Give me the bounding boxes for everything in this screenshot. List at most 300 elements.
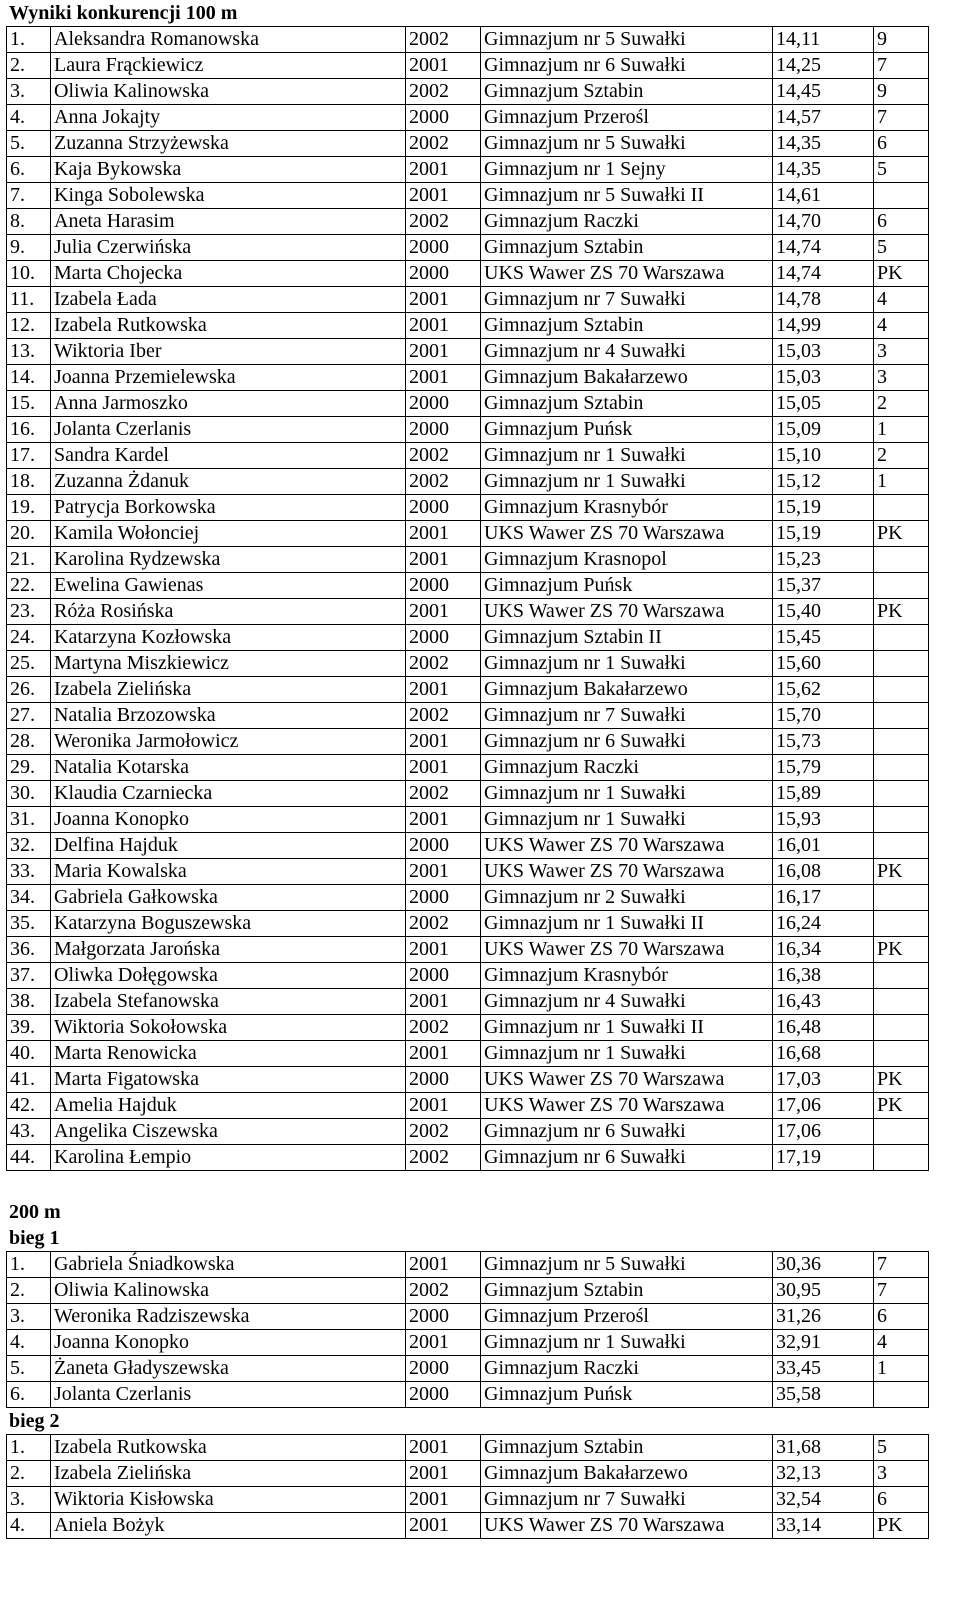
place-cell: 20. (7, 521, 51, 547)
table-row (7, 1356, 929, 1382)
birth-year-cell: 2000 (406, 625, 481, 651)
table-row (7, 1435, 929, 1461)
place-cell: 18. (7, 469, 51, 495)
place-cell: 40. (7, 1041, 51, 1067)
time-cell: 16,68 (773, 1041, 874, 1067)
place-cell: 29. (7, 755, 51, 781)
place-cell: 35. (7, 911, 51, 937)
time-cell: 15,03 (773, 339, 874, 365)
results-table (6, 1434, 929, 1539)
place-cell: 23. (7, 599, 51, 625)
school-cell: Gimnazjum Sztabin (481, 313, 773, 339)
place-cell: 22. (7, 573, 51, 599)
place-cell: 32. (7, 833, 51, 859)
athlete-name-cell: Katarzyna Kozłowska (51, 625, 406, 651)
points-cell: PK (874, 1067, 929, 1093)
points-cell (874, 833, 929, 859)
place-cell: 5. (7, 1356, 51, 1382)
time-cell: 16,01 (773, 833, 874, 859)
athlete-name-cell: Karolina Łempio (51, 1145, 406, 1171)
school-cell: Gimnazjum nr 6 Suwałki (481, 729, 773, 755)
time-cell: 30,95 (773, 1278, 874, 1304)
athlete-name-cell: Małgorzata Jarońska (51, 937, 406, 963)
school-cell: Gimnazjum nr 6 Suwałki (481, 53, 773, 79)
time-cell: 14,78 (773, 287, 874, 313)
table-row (7, 833, 929, 859)
school-cell: UKS Wawer ZS 70 Warszawa (481, 833, 773, 859)
time-cell: 15,45 (773, 625, 874, 651)
table-row (7, 625, 929, 651)
place-cell: 4. (7, 1513, 51, 1539)
table-row (7, 963, 929, 989)
birth-year-cell: 2002 (406, 27, 481, 53)
school-cell: Gimnazjum nr 4 Suwałki (481, 989, 773, 1015)
time-cell: 30,36 (773, 1252, 874, 1278)
place-cell: 41. (7, 1067, 51, 1093)
place-cell: 3. (7, 79, 51, 105)
athlete-name-cell: Izabela Rutkowska (51, 313, 406, 339)
place-cell: 33. (7, 859, 51, 885)
table-row (7, 183, 929, 209)
place-cell: 4. (7, 105, 51, 131)
athlete-name-cell: Jolanta Czerlanis (51, 417, 406, 443)
table-row (7, 1252, 929, 1278)
time-cell: 15,23 (773, 547, 874, 573)
time-cell: 14,74 (773, 261, 874, 287)
time-cell: 33,14 (773, 1513, 874, 1539)
time-cell: 35,58 (773, 1382, 874, 1408)
time-cell: 32,91 (773, 1330, 874, 1356)
time-cell: 15,12 (773, 469, 874, 495)
place-cell: 44. (7, 1145, 51, 1171)
table-row (7, 1093, 929, 1119)
place-cell: 7. (7, 183, 51, 209)
athlete-name-cell: Żaneta Gładyszewska (51, 1356, 406, 1382)
birth-year-cell: 2000 (406, 1356, 481, 1382)
points-cell: 2 (874, 391, 929, 417)
school-cell: Gimnazjum nr 1 Suwałki (481, 807, 773, 833)
place-cell: 11. (7, 287, 51, 313)
birth-year-cell: 2001 (406, 989, 481, 1015)
time-cell: 15,19 (773, 521, 874, 547)
points-cell (874, 703, 929, 729)
time-cell: 31,68 (773, 1435, 874, 1461)
place-cell: 1. (7, 1252, 51, 1278)
table-row (7, 417, 929, 443)
school-cell: UKS Wawer ZS 70 Warszawa (481, 859, 773, 885)
place-cell: 39. (7, 1015, 51, 1041)
birth-year-cell: 2002 (406, 79, 481, 105)
athlete-name-cell: Karolina Rydzewska (51, 547, 406, 573)
time-cell: 14,74 (773, 235, 874, 261)
place-cell: 26. (7, 677, 51, 703)
place-cell: 25. (7, 651, 51, 677)
table-row (7, 495, 929, 521)
table-row (7, 547, 929, 573)
birth-year-cell: 2000 (406, 235, 481, 261)
birth-year-cell: 2000 (406, 417, 481, 443)
school-cell: Gimnazjum nr 7 Suwałki (481, 703, 773, 729)
place-cell: 5. (7, 131, 51, 157)
school-cell: Gimnazjum nr 1 Suwałki (481, 469, 773, 495)
school-cell: Gimnazjum nr 1 Suwałki (481, 1041, 773, 1067)
table-row (7, 131, 929, 157)
section-spacer (6, 1171, 934, 1199)
athlete-name-cell: Wiktoria Iber (51, 339, 406, 365)
athlete-name-cell: Klaudia Czarniecka (51, 781, 406, 807)
birth-year-cell: 2001 (406, 729, 481, 755)
points-cell (874, 651, 929, 677)
table-row (7, 1278, 929, 1304)
athlete-name-cell: Gabriela Gałkowska (51, 885, 406, 911)
school-cell: UKS Wawer ZS 70 Warszawa (481, 599, 773, 625)
time-cell: 17,03 (773, 1067, 874, 1093)
time-cell: 14,99 (773, 313, 874, 339)
time-cell: 32,54 (773, 1487, 874, 1513)
athlete-name-cell: Katarzyna Boguszewska (51, 911, 406, 937)
athlete-name-cell: Gabriela Śniadkowska (51, 1252, 406, 1278)
table-row (7, 261, 929, 287)
birth-year-cell: 2002 (406, 651, 481, 677)
birth-year-cell: 2001 (406, 1041, 481, 1067)
results-table (6, 26, 929, 1171)
table-row (7, 651, 929, 677)
table-row (7, 1067, 929, 1093)
athlete-name-cell: Izabela Rutkowska (51, 1435, 406, 1461)
place-cell: 14. (7, 365, 51, 391)
athlete-name-cell: Kamila Wołonciej (51, 521, 406, 547)
birth-year-cell: 2002 (406, 209, 481, 235)
school-cell: Gimnazjum Raczki (481, 755, 773, 781)
athlete-name-cell: Sandra Kardel (51, 443, 406, 469)
school-cell: Gimnazjum nr 5 Suwałki II (481, 183, 773, 209)
points-cell: 1 (874, 1356, 929, 1382)
birth-year-cell: 2002 (406, 1278, 481, 1304)
birth-year-cell: 2001 (406, 1330, 481, 1356)
time-cell: 14,11 (773, 27, 874, 53)
points-cell: 4 (874, 313, 929, 339)
table-row (7, 1041, 929, 1067)
table-row (7, 235, 929, 261)
points-cell: 3 (874, 1461, 929, 1487)
school-cell: Gimnazjum Sztabin (481, 235, 773, 261)
athlete-name-cell: Kaja Bykowska (51, 157, 406, 183)
place-cell: 2. (7, 1278, 51, 1304)
athlete-name-cell: Natalia Kotarska (51, 755, 406, 781)
athlete-name-cell: Maria Kowalska (51, 859, 406, 885)
points-cell (874, 1015, 929, 1041)
points-cell (874, 911, 929, 937)
points-cell: 5 (874, 235, 929, 261)
birth-year-cell: 2000 (406, 1067, 481, 1093)
school-cell: Gimnazjum Bakałarzewo (481, 365, 773, 391)
place-cell: 31. (7, 807, 51, 833)
school-cell: Gimnazjum Puńsk (481, 1382, 773, 1408)
table-row (7, 287, 929, 313)
time-cell: 32,13 (773, 1461, 874, 1487)
time-cell: 14,57 (773, 105, 874, 131)
place-cell: 34. (7, 885, 51, 911)
table-row (7, 989, 929, 1015)
table-row (7, 339, 929, 365)
place-cell: 38. (7, 989, 51, 1015)
section-heading: bieg 2 (9, 1410, 60, 1432)
points-cell: PK (874, 937, 929, 963)
athlete-name-cell: Zuzanna Żdanuk (51, 469, 406, 495)
place-cell: 21. (7, 547, 51, 573)
athlete-name-cell: Wiktoria Kisłowska (51, 1487, 406, 1513)
place-cell: 2. (7, 53, 51, 79)
time-cell: 16,08 (773, 859, 874, 885)
table-row (7, 209, 929, 235)
athlete-name-cell: Wiktoria Sokołowska (51, 1015, 406, 1041)
school-cell: Gimnazjum Raczki (481, 209, 773, 235)
points-cell: PK (874, 521, 929, 547)
school-cell: Gimnazjum Krasnopol (481, 547, 773, 573)
table-row (7, 859, 929, 885)
section-heading: bieg 1 (9, 1227, 60, 1249)
birth-year-cell: 2002 (406, 1015, 481, 1041)
athlete-name-cell: Marta Figatowska (51, 1067, 406, 1093)
table-row (7, 1304, 929, 1330)
birth-year-cell: 2000 (406, 495, 481, 521)
points-cell: 7 (874, 1278, 929, 1304)
birth-year-cell: 2001 (406, 937, 481, 963)
points-cell: 6 (874, 209, 929, 235)
school-cell: Gimnazjum nr 7 Suwałki (481, 1487, 773, 1513)
school-cell: Gimnazjum nr 6 Suwałki (481, 1119, 773, 1145)
table-row (7, 677, 929, 703)
school-cell: Gimnazjum Przerośl (481, 105, 773, 131)
time-cell: 14,70 (773, 209, 874, 235)
place-cell: 1. (7, 1435, 51, 1461)
school-cell: Gimnazjum nr 1 Suwałki II (481, 911, 773, 937)
points-cell: 2 (874, 443, 929, 469)
school-cell: Gimnazjum nr 1 Suwałki II (481, 1015, 773, 1041)
points-cell (874, 755, 929, 781)
place-cell: 28. (7, 729, 51, 755)
time-cell: 14,25 (773, 53, 874, 79)
athlete-name-cell: Joanna Przemielewska (51, 365, 406, 391)
time-cell: 17,19 (773, 1145, 874, 1171)
athlete-name-cell: Jolanta Czerlanis (51, 1382, 406, 1408)
table-row (7, 1145, 929, 1171)
place-cell: 24. (7, 625, 51, 651)
birth-year-cell: 2000 (406, 391, 481, 417)
points-cell (874, 625, 929, 651)
athlete-name-cell: Izabela Łada (51, 287, 406, 313)
birth-year-cell: 2001 (406, 599, 481, 625)
table-row (7, 937, 929, 963)
table-row (7, 1330, 929, 1356)
points-cell: 4 (874, 287, 929, 313)
place-cell: 12. (7, 313, 51, 339)
athlete-name-cell: Izabela Stefanowska (51, 989, 406, 1015)
school-cell: UKS Wawer ZS 70 Warszawa (481, 1067, 773, 1093)
athlete-name-cell: Oliwka Dołęgowska (51, 963, 406, 989)
time-cell: 15,70 (773, 703, 874, 729)
points-cell: 1 (874, 417, 929, 443)
time-cell: 14,61 (773, 183, 874, 209)
birth-year-cell: 2001 (406, 1435, 481, 1461)
birth-year-cell: 2000 (406, 885, 481, 911)
table-row (7, 79, 929, 105)
birth-year-cell: 2002 (406, 131, 481, 157)
birth-year-cell: 2000 (406, 1304, 481, 1330)
birth-year-cell: 2001 (406, 1093, 481, 1119)
time-cell: 15,10 (773, 443, 874, 469)
section-heading: Wyniki konkurencji 100 m (9, 2, 238, 24)
time-cell: 15,19 (773, 495, 874, 521)
birth-year-cell: 2001 (406, 157, 481, 183)
points-cell: PK (874, 859, 929, 885)
athlete-name-cell: Marta Chojecka (51, 261, 406, 287)
athlete-name-cell: Aniela Bożyk (51, 1513, 406, 1539)
table-row (7, 781, 929, 807)
school-cell: Gimnazjum nr 5 Suwałki (481, 27, 773, 53)
athlete-name-cell: Weronika Radziszewska (51, 1304, 406, 1330)
time-cell: 15,60 (773, 651, 874, 677)
place-cell: 37. (7, 963, 51, 989)
table-row (7, 573, 929, 599)
table-row (7, 391, 929, 417)
section-heading: 200 m (9, 1201, 61, 1223)
table-row (7, 755, 929, 781)
points-cell (874, 1145, 929, 1171)
school-cell: Gimnazjum Sztabin (481, 391, 773, 417)
time-cell: 15,05 (773, 391, 874, 417)
birth-year-cell: 2001 (406, 339, 481, 365)
points-cell (874, 989, 929, 1015)
athlete-name-cell: Angelika Ciszewska (51, 1119, 406, 1145)
birth-year-cell: 2002 (406, 781, 481, 807)
birth-year-cell: 2000 (406, 833, 481, 859)
points-cell: 7 (874, 53, 929, 79)
athlete-name-cell: Marta Renowicka (51, 1041, 406, 1067)
school-cell: Gimnazjum nr 6 Suwałki (481, 1145, 773, 1171)
time-cell: 15,09 (773, 417, 874, 443)
place-cell: 2. (7, 1461, 51, 1487)
table-row (7, 27, 929, 53)
points-cell: 7 (874, 105, 929, 131)
school-cell: Gimnazjum nr 5 Suwałki (481, 131, 773, 157)
school-cell: Gimnazjum Bakałarzewo (481, 677, 773, 703)
time-cell: 15,73 (773, 729, 874, 755)
birth-year-cell: 2001 (406, 365, 481, 391)
place-cell: 19. (7, 495, 51, 521)
place-cell: 36. (7, 937, 51, 963)
points-cell: 5 (874, 1435, 929, 1461)
points-cell: 1 (874, 469, 929, 495)
time-cell: 14,35 (773, 131, 874, 157)
school-cell: Gimnazjum Bakałarzewo (481, 1461, 773, 1487)
points-cell (874, 677, 929, 703)
athlete-name-cell: Laura Frąckiewicz (51, 53, 406, 79)
points-cell (874, 1041, 929, 1067)
athlete-name-cell: Róża Rosińska (51, 599, 406, 625)
athlete-name-cell: Joanna Konopko (51, 1330, 406, 1356)
athlete-name-cell: Julia Czerwińska (51, 235, 406, 261)
school-cell: Gimnazjum nr 1 Sejny (481, 157, 773, 183)
points-cell (874, 963, 929, 989)
school-cell: Gimnazjum Sztabin (481, 1435, 773, 1461)
table-row (7, 365, 929, 391)
time-cell: 16,43 (773, 989, 874, 1015)
birth-year-cell: 2000 (406, 105, 481, 131)
table-row (7, 1119, 929, 1145)
points-cell: PK (874, 599, 929, 625)
table-row (7, 1382, 929, 1408)
points-cell (874, 781, 929, 807)
time-cell: 16,48 (773, 1015, 874, 1041)
athlete-name-cell: Anna Jokajty (51, 105, 406, 131)
table-row (7, 313, 929, 339)
athlete-name-cell: Martyna Miszkiewicz (51, 651, 406, 677)
points-cell (874, 495, 929, 521)
birth-year-cell: 2001 (406, 547, 481, 573)
time-cell: 16,24 (773, 911, 874, 937)
birth-year-cell: 2002 (406, 1119, 481, 1145)
school-cell: Gimnazjum Puńsk (481, 573, 773, 599)
birth-year-cell: 2002 (406, 703, 481, 729)
school-cell: UKS Wawer ZS 70 Warszawa (481, 1093, 773, 1119)
school-cell: Gimnazjum nr 5 Suwałki (481, 1252, 773, 1278)
table-row (7, 599, 929, 625)
table-row (7, 53, 929, 79)
birth-year-cell: 2001 (406, 859, 481, 885)
time-cell: 16,17 (773, 885, 874, 911)
birth-year-cell: 2001 (406, 183, 481, 209)
place-cell: 6. (7, 157, 51, 183)
place-cell: 10. (7, 261, 51, 287)
birth-year-cell: 2001 (406, 677, 481, 703)
table-row (7, 521, 929, 547)
place-cell: 17. (7, 443, 51, 469)
birth-year-cell: 2002 (406, 469, 481, 495)
table-row (7, 807, 929, 833)
time-cell: 15,79 (773, 755, 874, 781)
points-cell: 3 (874, 365, 929, 391)
birth-year-cell: 2001 (406, 1252, 481, 1278)
points-cell: 6 (874, 1487, 929, 1513)
points-cell: 6 (874, 1304, 929, 1330)
table-row (7, 911, 929, 937)
table-row (7, 703, 929, 729)
points-cell (874, 1382, 929, 1408)
birth-year-cell: 2002 (406, 911, 481, 937)
school-cell: Gimnazjum Krasnybór (481, 963, 773, 989)
school-cell: Gimnazjum Puńsk (481, 417, 773, 443)
school-cell: Gimnazjum nr 2 Suwałki (481, 885, 773, 911)
points-cell: PK (874, 1513, 929, 1539)
athlete-name-cell: Ewelina Gawienas (51, 573, 406, 599)
table-row (7, 1015, 929, 1041)
time-cell: 14,45 (773, 79, 874, 105)
time-cell: 16,34 (773, 937, 874, 963)
school-cell: Gimnazjum nr 1 Suwałki (481, 1330, 773, 1356)
school-cell: Gimnazjum Sztabin II (481, 625, 773, 651)
birth-year-cell: 2000 (406, 1382, 481, 1408)
athlete-name-cell: Oliwia Kalinowska (51, 1278, 406, 1304)
points-cell (874, 573, 929, 599)
table-row (7, 885, 929, 911)
place-cell: 43. (7, 1119, 51, 1145)
place-cell: 16. (7, 417, 51, 443)
table-row (7, 105, 929, 131)
points-cell: 9 (874, 79, 929, 105)
athlete-name-cell: Amelia Hajduk (51, 1093, 406, 1119)
school-cell: Gimnazjum Przerośl (481, 1304, 773, 1330)
